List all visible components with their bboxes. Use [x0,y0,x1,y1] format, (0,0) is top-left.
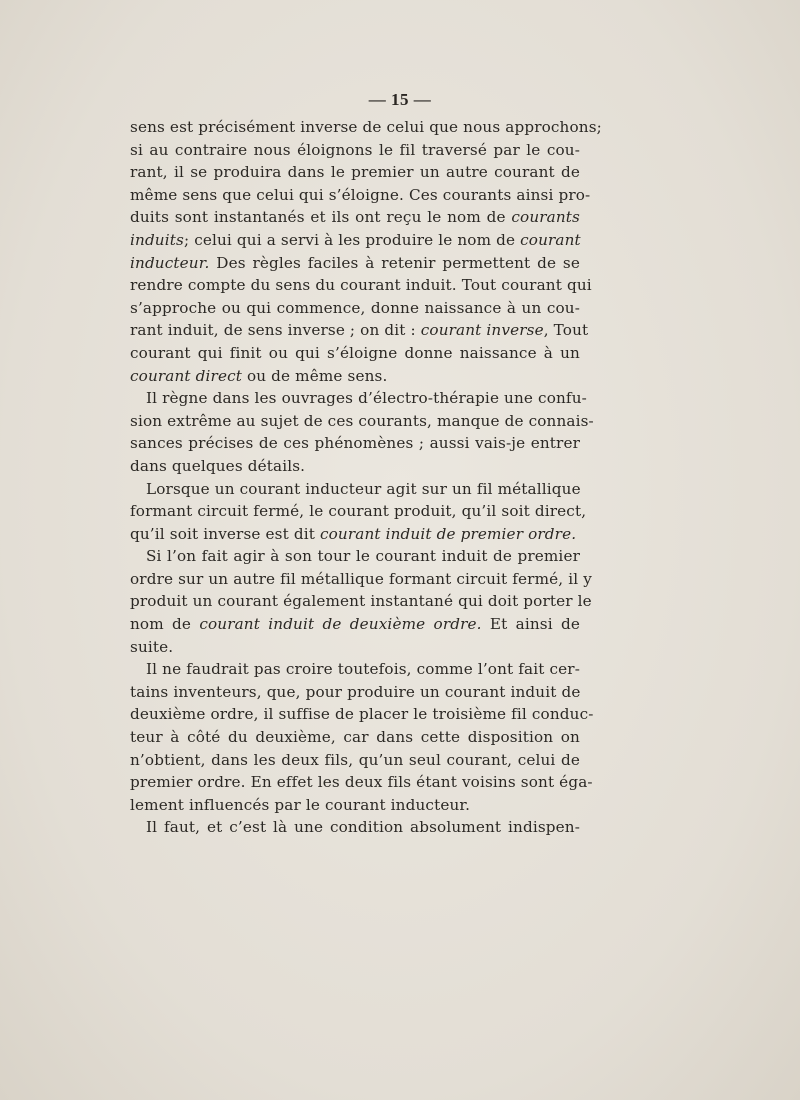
text-segment: sion extrême au sujet de ces courants, manque de connais- [130,411,594,430]
text-segment: qu’il soit inverse est dit [130,524,320,543]
text-line [130,455,580,478]
italic-text: courant induit de premier ordre. [319,524,577,543]
text-line [130,500,587,523]
page-number: — 15 — [368,90,432,109]
text-segment: rendre compte du sens du courant induit. Tout courant qui [130,276,592,295]
text-segment: ou de même sens. [242,366,388,385]
text-line [130,274,592,297]
text-line [130,816,580,839]
italic-text: courants [511,208,580,227]
italic-text: inducteur. [130,253,210,272]
text-line [130,252,580,275]
italic-text: courant induit de deuxième ordre. [199,615,482,634]
text-line [130,229,580,252]
text-line [130,658,580,681]
text-segment: même sens que celui qui s’éloigne. Ces courants ainsi pro- [130,185,591,204]
text-line [130,794,580,817]
text-line [130,681,580,704]
text-segment: lement influencés par le courant inducteur. [130,795,471,814]
text-segment: deuxième ordre, il suffise de placer le troisième fil conduc- [130,705,594,724]
text-line [130,478,580,501]
text-segment: Lorsque un courant inducteur agit sur un fil métallique [146,479,581,498]
text-segment: Si l’on fait agir à son tour le courant induit de premier [146,547,580,566]
text-segment: courant qui finit ou qui s’éloigne donne naissance à un [130,343,580,362]
text-segment: ordre sur un autre fil métallique formant circuit fermé, il y [130,569,592,588]
text-segment: Et ainsi de [481,615,581,634]
text-line [130,116,602,139]
text-line [130,184,591,207]
text-segment: tains inventeurs, que, pour produire un courant induit de [130,682,581,701]
text-segment: s’approche ou qui commence, donne naissance à un cou- [130,298,580,317]
text-line [130,161,580,184]
text-line [130,206,580,229]
text-line [130,771,593,794]
text-line [130,365,580,388]
text-line [130,523,580,546]
text-segment: Il ne faudrait pas croire toutefois, comme l’ont fait cer- [146,660,580,679]
text-segment: duits sont instantanés et ils ont reçu le nom de [130,208,512,227]
text-line [130,432,580,455]
italic-text: induits [130,230,184,249]
text-segment: nom de [130,615,200,634]
text-segment: ; celui qui a servi à les produire le nom de [183,230,521,249]
text-segment: rant induit, de sens inverse ; on dit : [130,321,421,340]
body-text [130,116,602,839]
text-segment: Des règles faciles à retenir permettent de se [209,253,580,272]
text-segment: suite. [130,637,174,656]
text-segment: teur à côté du deuxième, car dans cette disposition on [130,728,580,747]
italic-text: courant direct [130,366,242,385]
text-segment: sances précises de ces phénomènes ; aussi vais-je entrer [130,434,580,453]
text-segment: produit un courant également instantané qui doit porter le [130,592,592,611]
text-line [130,319,589,342]
text-line [130,749,580,772]
text-line [130,590,592,613]
text-line [130,568,592,591]
text-segment: n’obtient, dans les deux fils, qu’un seul courant, celui de [130,750,580,769]
text-line [130,342,580,365]
text-segment: formant circuit fermé, le courant produit, qu’il soit direct, [130,502,587,521]
text-segment: dans quelques détails. [130,456,306,475]
text-segment: si au contraire nous éloignons le fil traversé par le cou- [130,140,580,159]
text-line [130,545,580,568]
text-line [130,703,594,726]
text-segment: Il faut, et c’est là une condition absolument indispen- [146,818,580,837]
text-segment: sens est précisément inverse de celui que nous approchons; [130,118,602,136]
text-segment: Il règne dans les ouvrages d’électro-thérapie une confu- [146,389,587,408]
text-line [130,139,580,162]
text-line [130,387,587,410]
italic-text: courant [520,230,581,249]
text-line [130,410,594,433]
text-segment: , Tout [543,321,589,340]
italic-text: courant inverse [420,321,544,340]
text-line [130,636,580,659]
text-line [130,297,580,320]
text-segment: rant, il se produira dans le premier un autre courant de [130,163,580,182]
text-line [130,726,580,749]
text-segment: premier ordre. En effet les deux fils étant voisins sont éga- [130,773,593,792]
text-line [130,613,580,636]
